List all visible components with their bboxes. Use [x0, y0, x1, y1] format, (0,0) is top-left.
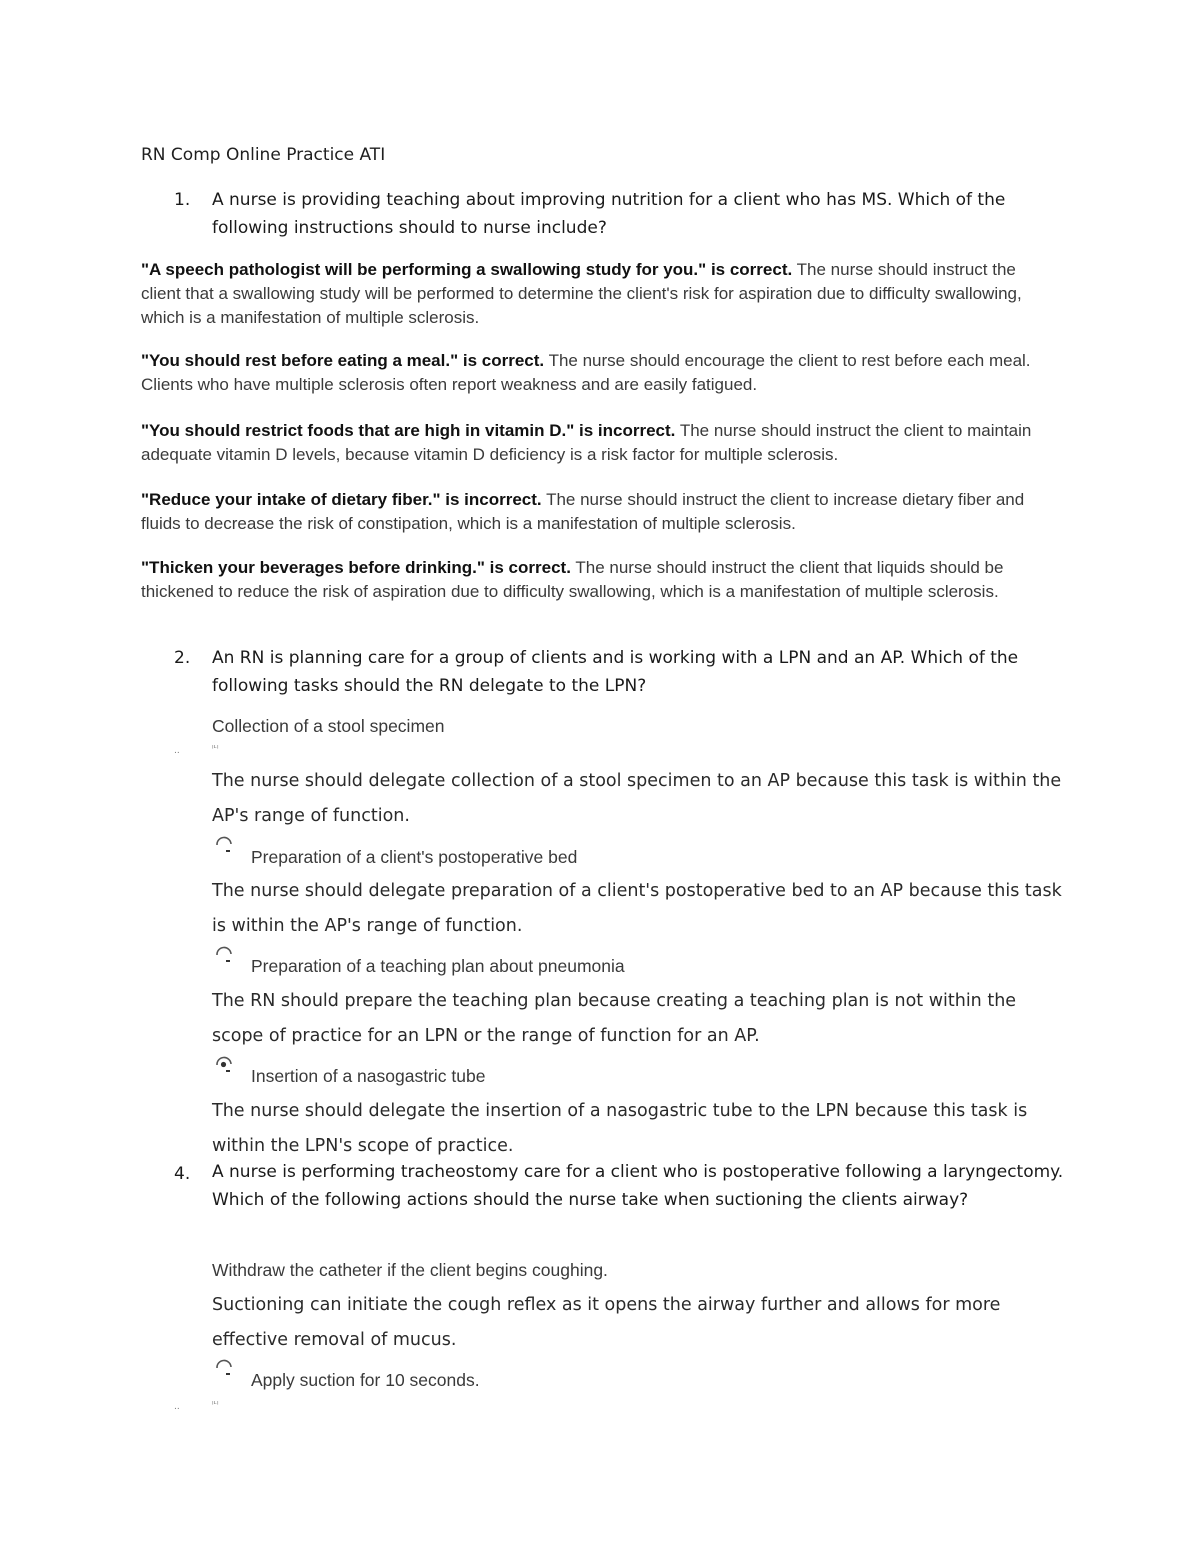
q1-answer-3-explanation: The nurse should instruct the client to maintain adequate vitamin D levels, because vitamin D deficiency is a risk factor for multiple sclerosis. [141, 421, 1032, 464]
q2-option-4-rationale: The nurse should delegate the insertion of a nasogastric tube to the LPN because this task is within the LPN's scope of practice. [212, 1101, 1028, 1156]
question-1-number: 1. [174, 190, 191, 210]
q2-option-2-radio[interactable] [214, 835, 234, 855]
question-1-text: A nurse is providing teaching about improving nutrition for a client who has MS. Which of the following instructions should to nurse include? [212, 190, 1006, 238]
q2-option-1-rationale: The nurse should delegate collection of a stool specimen to an AP because this task is within the AP's range of function. [212, 771, 1062, 826]
q1-answer-2-statement: "You should rest before eating a meal." is correct. [141, 351, 545, 370]
q1-answer-2-explanation: The nurse should encourage the client to rest before each meal. Clients who have multiple sclerosis often report weakness and are easily fatigued. [141, 351, 1031, 394]
q1-answer-1-explanation: The nurse should instruct the client that a swallowing study will be performed to determine the client's risk for aspiration due to difficulty swallowing, which is a manifestation of multiple sclerosis. [141, 260, 1022, 327]
q2-option-2-label[interactable]: Preparation of a client's postoperative bed [251, 847, 578, 867]
q1-answer-3 [141, 419, 1041, 467]
q1-answer-4 [141, 488, 1041, 536]
q4-option-2-label[interactable]: Apply suction for 10 seconds. [251, 1370, 480, 1390]
q1-answer-5-statement: "Thicken your beverages before drinking." is correct. [141, 558, 571, 577]
question-2-text: An RN is planning care for a group of clients and is working with a LPN and an AP. Which of the following tasks should the RN delegate to the LPN? [212, 648, 1019, 696]
broken-image-icon: ᵎᶫᵎ [212, 744, 219, 754]
q2-option-3-radio[interactable] [214, 945, 234, 965]
q1-answer-5 [141, 556, 1041, 604]
broken-radio-icon: .. [174, 1402, 180, 1412]
question-4-text: A nurse is performing tracheostomy care for a client who is postoperative following a laryngectomy. Which of the following actions should the nurse take when suctioning the clients airway? [212, 1162, 1064, 1210]
broken-radio-icon: .. [174, 746, 180, 756]
q4-option-2-radio[interactable] [214, 1358, 234, 1378]
q4-option-1-rationale: Suctioning can initiate the cough reflex as it opens the airway further and allows for more effective removal of mucus. [212, 1295, 1001, 1350]
question-4-number: 4. [174, 1164, 191, 1184]
q2-option-1-label: Collection of a stool specimen [212, 716, 445, 736]
document-title: RN Comp Online Practice ATI [141, 145, 386, 165]
q1-answer-1-statement: "A speech pathologist will be performing a swallowing study for you." is correct. [141, 260, 793, 279]
q1-answer-5-explanation: The nurse should instruct the client that liquids should be thickened to reduce the risk of aspiration due to difficulty swallowing, which is a manifestation of multiple sclerosis. [141, 558, 1004, 601]
q1-answer-3-statement: "You should restrict foods that are high in vitamin D." is incorrect. [141, 421, 676, 440]
q1-answer-1 [141, 258, 1041, 330]
q2-option-3-label[interactable]: Preparation of a teaching plan about pneumonia [251, 956, 625, 976]
q4-option-1-label: Withdraw the catheter if the client begins coughing. [212, 1260, 608, 1280]
q2-option-4-radio-selected[interactable] [214, 1055, 234, 1075]
q1-answer-2 [141, 349, 1041, 397]
broken-image-icon: ᵎᶫᵎ [212, 1400, 219, 1410]
q2-option-4-label[interactable]: Insertion of a nasogastric tube [251, 1066, 486, 1086]
q1-answer-4-explanation: The nurse should instruct the client to increase dietary fiber and fluids to decrease the risk of constipation, which is a manifestation of multiple sclerosis. [141, 490, 1025, 533]
q1-answer-4-statement: "Reduce your intake of dietary fiber." is incorrect. [141, 490, 542, 509]
q2-option-3-rationale: The RN should prepare the teaching plan because creating a teaching plan is not within the scope of practice for an LPN or the range of function for an AP. [212, 991, 1017, 1046]
question-2-number: 2. [174, 648, 191, 668]
q2-option-2-rationale: The nurse should delegate preparation of a client's postoperative bed to an AP because this task is within the AP's range of function. [212, 881, 1062, 936]
